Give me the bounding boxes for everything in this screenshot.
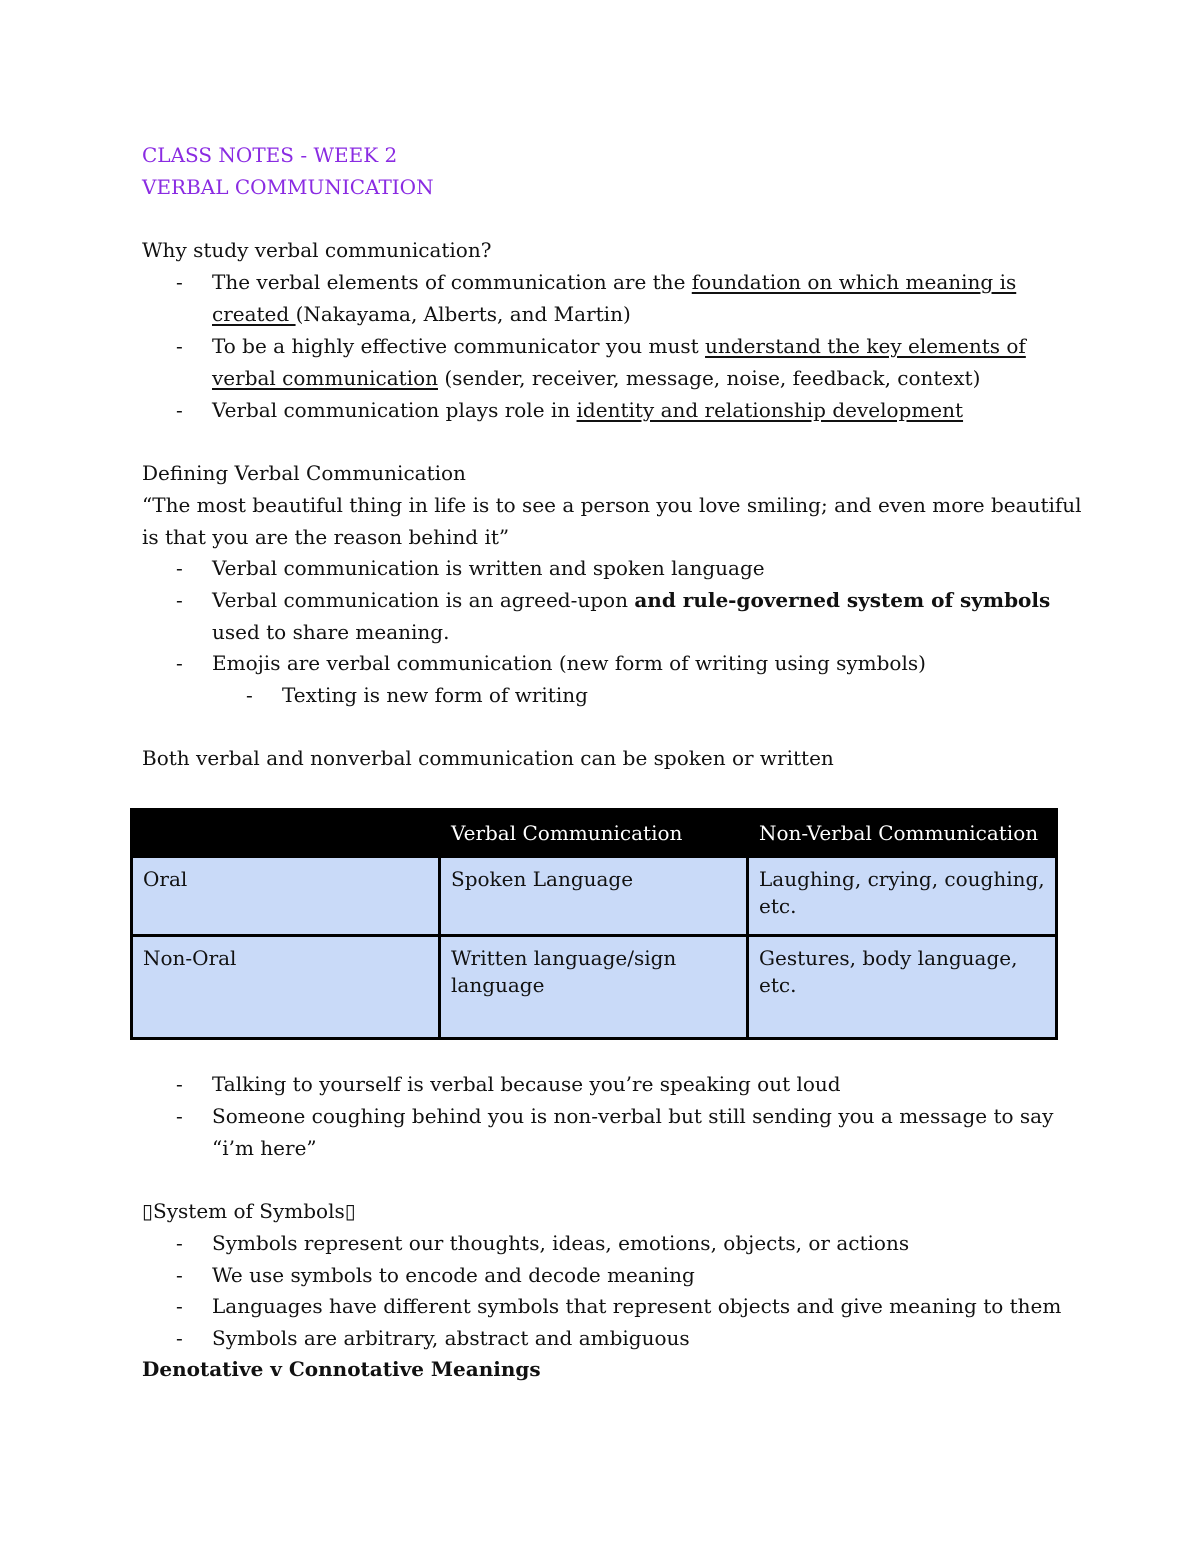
table-cell: Gestures, body language, etc.: [748, 936, 1057, 1039]
list-item-continuation: used to share meaning.: [212, 620, 450, 644]
table-row: [132, 936, 1057, 1039]
table-cell: Non-Oral: [132, 936, 440, 1039]
section-heading-denotative: Denotative v Connotative Meanings: [142, 1357, 541, 1381]
table-cell: Oral: [132, 857, 440, 936]
table-header-cell: [132, 810, 440, 857]
bullet-dash: -: [176, 1231, 183, 1255]
bullet-dash: -: [176, 556, 183, 580]
section-heading-defining: Defining Verbal Communication: [142, 461, 466, 485]
bullet-dash: -: [246, 683, 253, 707]
missing-glyph-icon: ▯: [344, 1199, 356, 1223]
bullet-dash: -: [176, 588, 183, 612]
bullet-dash: -: [176, 651, 183, 675]
underlined-phrase: foundation on which meaning is: [691, 270, 1017, 294]
list-item: - Talking to yourself is verbal because you’re speaking out loud: [176, 1068, 841, 1100]
bullet-dash: -: [176, 398, 183, 422]
list-item: - Someone coughing behind you is non-verbal but still sending you a message to say: [176, 1100, 1053, 1132]
bullet-dash: -: [176, 1326, 183, 1350]
list-item: - Emojis are verbal communication (new form of writing using symbols): [176, 647, 926, 679]
bullet-dash: -: [176, 1072, 183, 1096]
list-item-continuation: “i’m here”: [212, 1136, 317, 1160]
quote-line: “The most beautiful thing in life is to see a person you love smiling; and even more beautiful: [142, 493, 1082, 517]
list-item: - Verbal communication is an agreed-upon and rule-governed system of symbols: [176, 584, 1050, 616]
table-header-cell: Verbal Communication: [440, 810, 748, 857]
underlined-phrase: verbal communication: [212, 366, 438, 390]
list-item: - Verbal communication is written and spoken language: [176, 552, 765, 584]
list-item: - We use symbols to encode and decode meaning: [176, 1259, 695, 1291]
bullet-dash: -: [176, 1104, 183, 1128]
bullet-dash: -: [176, 1263, 183, 1287]
table-header-row: [132, 810, 1057, 857]
missing-glyph-icon: ▯: [142, 1199, 154, 1223]
list-item-continuation: created (Nakayama, Alberts, and Martin): [212, 302, 631, 326]
quote-line: is that you are the reason behind it”: [142, 525, 510, 549]
underlined-phrase: created: [212, 302, 296, 326]
section-heading-symbols: ▯System of Symbols▯: [142, 1199, 356, 1223]
bullet-dash: -: [176, 1294, 183, 1318]
list-item: - To be a highly effective communicator you must understand the key elements of: [176, 330, 1026, 362]
table-cell: Written language/sign language: [440, 936, 748, 1039]
page-subtitle: VERBAL COMMUNICATION: [142, 175, 434, 199]
table-cell: Laughing, crying, coughing, etc.: [748, 857, 1057, 936]
list-item: - Symbols are arbitrary, abstract and ambiguous: [176, 1322, 690, 1354]
list-item: - Languages have different symbols that represent objects and give meaning to them: [176, 1290, 1061, 1322]
underlined-phrase: identity and relationship development: [576, 398, 964, 422]
comparison-table: [130, 808, 1058, 1040]
sub-list-item: - Texting is new form of writing: [246, 679, 588, 711]
statement: Both verbal and nonverbal communication can be spoken or written: [142, 746, 834, 770]
section-heading-why: Why study verbal communication?: [142, 238, 492, 262]
page-title: CLASS NOTES - WEEK 2: [142, 143, 398, 167]
list-item-continuation: verbal communication (sender, receiver, message, noise, feedback, context): [212, 366, 981, 390]
table-row: [132, 857, 1057, 936]
list-item: - The verbal elements of communication are the foundation on which meaning is: [176, 266, 1016, 298]
underlined-phrase: understand the key elements of: [705, 334, 1026, 358]
bullet-dash: -: [176, 334, 183, 358]
list-item: - Symbols represent our thoughts, ideas, emotions, objects, or actions: [176, 1227, 909, 1259]
list-item: - Verbal communication plays role in identity and relationship development: [176, 394, 963, 426]
bullet-dash: -: [176, 270, 183, 294]
bold-phrase: and rule-governed system of symbols: [634, 588, 1051, 612]
table-header-cell: Non-Verbal Communication: [748, 810, 1057, 857]
table-cell: Spoken Language: [440, 857, 748, 936]
